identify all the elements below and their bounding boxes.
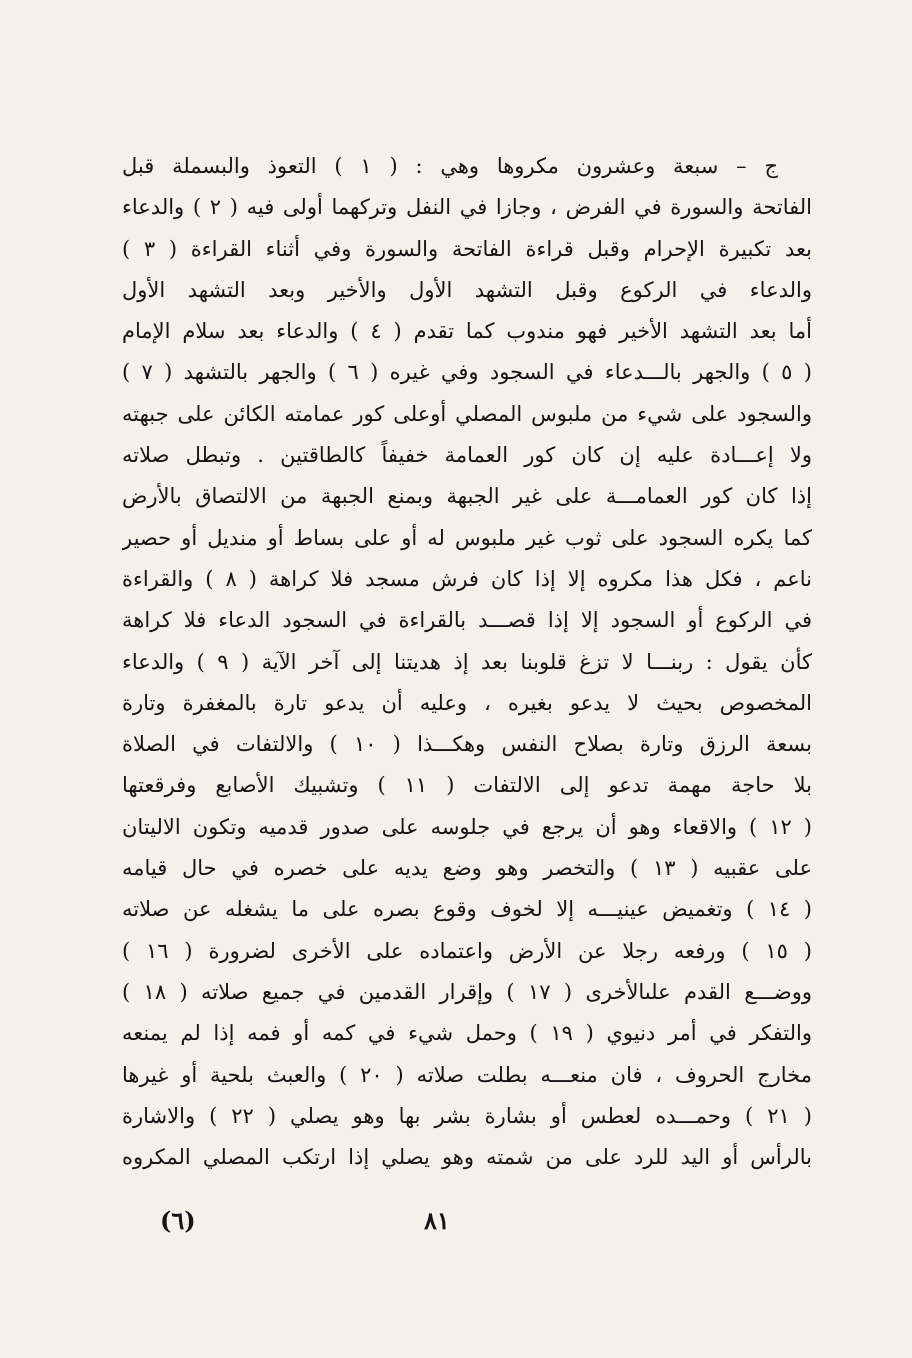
text-line: الفاتحة والسورة في الفرض ، وجازا في النفل وتركهما أولى فيه ( ٢ ) والدعاء [122, 195, 812, 220]
text-line: ناعم ، فكل هذا مكروه إلا إذا كان فرش مسجد فلا كراهة ( ٨ ) والقراءة [122, 566, 812, 591]
text-line: والسجود على شيء من ملبوس المصلي أوعلى كور عمامته الكائن على جبهته [122, 401, 812, 426]
signature-mark: (٦) [160, 1206, 196, 1235]
text-line: والدعاء في الركوع وقبل التشهد الأول والأخير وبعد التشهد الأول [122, 277, 812, 302]
text-line: ( ١٥ ) ورفعه رجلا عن الأرض واعتماده على الأخرى لضرورة ( ١٦ ) [122, 938, 812, 963]
text-line: مخارج الحروف ، فان منعـــه بطلت صلاته ( ٢٠ ) والعبث بلحية أو غيرها [122, 1062, 812, 1087]
text-line: على عقبيه ( ١٣ ) والتخصر وهو وضع يديه على خصره في حال قيامه [122, 856, 812, 881]
text-line: كأن يقول : ربنـــا لا تزغ قلوبنا بعد إذ هديتنا إلى آخر الآية ( ٩ ) والدعاء [122, 649, 812, 674]
text-line: ج – سبعة وعشرون مكروها وهي : ( ١ ) التعوذ والبسملة قبل [122, 154, 779, 178]
text-line: ووضـــع القدم علىالأخرى ( ١٧ ) وإقرار القدمين في جميع صلاته ( ١٨ ) [122, 979, 812, 1004]
text-line: بلا حاجة مهمة تدعو إلى الالتفات ( ١١ ) وتشبيك الأصابع وفرقعتها [122, 773, 812, 798]
text-line: بسعة الرزق وتارة بصلاح النفس وهكـــذا ( ١٠ ) والالتفات في الصلاة [122, 732, 812, 757]
page-number: ٨١ [424, 1206, 450, 1235]
text-line: ( ٥ ) والجهر بالـــدعاء في السجود وفي غيره ( ٦ ) والجهر بالتشهد ( ٧ ) [122, 360, 812, 385]
text-line: ولا إعـــادة عليه إن كان كور العمامة خفيفاً كالطاقتين . وتبطل صلاته [122, 443, 812, 468]
body-text [122, 146, 812, 1178]
text-line: ( ١٤ ) وتغميض عينيـــه إلا لخوف وقوع بصره على ما يشغله عن صلاته [122, 897, 812, 922]
text-line: إذا كان كور العمامـــة على غير الجبهة وبمنع الجبهة من الالتصاق بالأرض [122, 484, 812, 509]
text-line: كما يكره السجود على ثوب غير ملبوس له أو على بساط أو منديل أو حصير [122, 525, 812, 550]
text-line: والتفكر في أمر دنيوي ( ١٩ ) وحمل شيء في كمه أو فمه إذا لم يمنعه [122, 1021, 812, 1046]
text-line: ( ١٢ ) والاقعاء وهو أن يرجع في جلوسه على صدور قدميه وتكون الاليتان [122, 814, 812, 839]
text-line: ( ٢١ ) وحمـــده لعطس أو بشارة بشر بها وهو يصلي ( ٢٢ ) والاشارة [122, 1103, 812, 1128]
text-line: المخصوص بحيث لا يدعو بغيره ، وعليه أن يدعو تارة بالمغفرة وتارة [122, 690, 812, 715]
text-line: بعد تكبيرة الإحرام وقبل قراءة الفاتحة والسورة وفي أثناء القراءة ( ٣ ) [122, 236, 812, 261]
text-line: في الركوع أو السجود إلا إذا قصـــد بالقراءة في السجود الدعاء فلا كراهة [122, 608, 812, 633]
text-line: بالرأس أو اليد للرد على من شمته وهو يصلي إذا ارتكب المصلي المكروه [122, 1145, 812, 1170]
text-line: أما بعد التشهد الأخير فهو مندوب كما تقدم ( ٤ ) والدعاء بعد سلام الإمام [122, 319, 812, 344]
